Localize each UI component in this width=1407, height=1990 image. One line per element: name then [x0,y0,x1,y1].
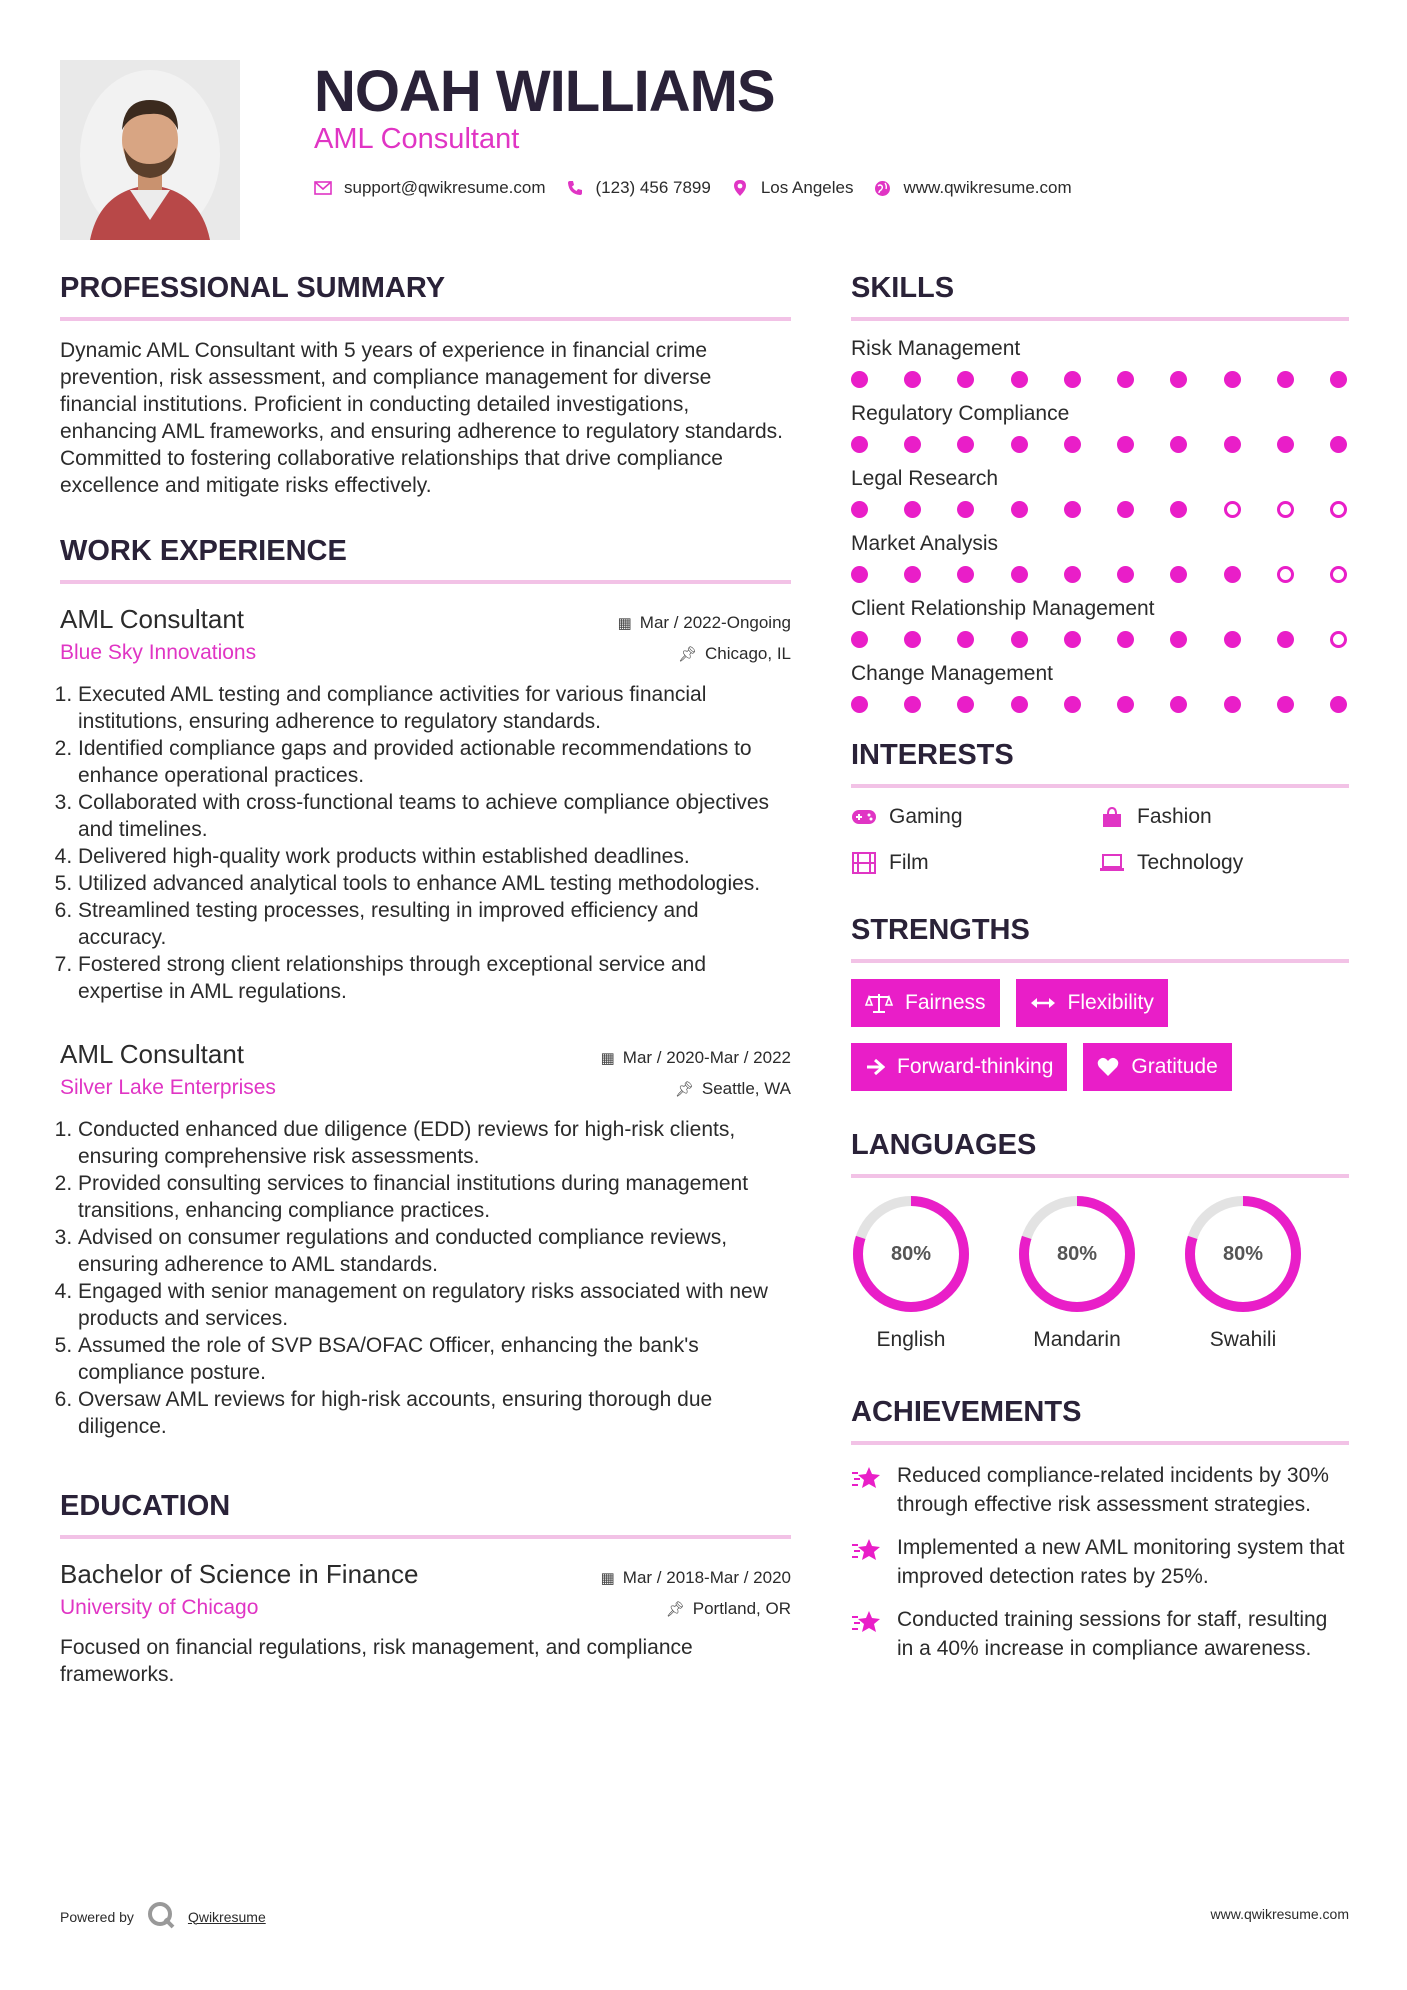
education-text: Focused on financial regulations, risk management, and compliance frameworks. [60,1636,693,1686]
skill-dot-filled [1117,371,1134,388]
summary-heading: PROFESSIONAL SUMMARY [60,272,791,321]
skill-dot-filled [1277,436,1294,453]
skill-dot-filled [957,631,974,648]
summary-section [60,272,791,499]
summary-text: Dynamic AML Consultant with 5 years of experience in financial crime prevention, risk assessment, and compliance management for diverse financial institutions. Proficient in conducting detailed investigations, enhancing AML frameworks, and ensuring adherence to regulatory standards. Committed to fostering collaborative relationships that drive compliance excellence and mitigate risks effectively. [60,339,783,497]
language-percent: 80% [1056,1242,1098,1265]
skill-dot-filled [1117,566,1134,583]
skill-dot-filled [1224,371,1241,388]
skill-dot-filled [904,501,921,518]
interest-label: Gaming [889,805,963,828]
language-ring [1017,1194,1137,1314]
language-percent: 80% [1222,1242,1264,1265]
shooting-star-icon [851,1535,883,1568]
achievement-item [851,1533,1349,1591]
skill-dot-filled [1277,631,1294,648]
skill-dot-empty [1330,566,1347,583]
strengths-list [851,979,1349,1091]
calendar-icon: ▦ [600,1570,615,1587]
strength-chip [851,1043,1067,1091]
heart-icon [1097,1057,1119,1077]
strength-chip [851,979,1000,1027]
job-bullets [60,681,791,1005]
skill-dot-filled [1224,436,1241,453]
skill-dot-filled [1170,501,1187,518]
candidate-role: AML Consultant [314,123,520,155]
bullet-item: 4. Engaged with senior management on regulatory risks associated with new products and services. [78,1278,791,1332]
strength-label: Flexibility [1067,991,1154,1014]
language-item [1183,1194,1303,1352]
school-name: University of Chicago [60,1596,259,1619]
interests-section [851,739,1349,876]
thumbtack-icon: 📌︎ [674,1081,694,1098]
footer-powered-by [60,1900,266,1933]
skill-dot-filled [1011,566,1028,583]
skill-dot-filled [904,696,921,713]
language-item [1017,1194,1137,1352]
contact-website[interactable]: www.qwikresume.com [903,178,1072,197]
shooting-star-icon [851,1607,883,1640]
language-ring [1183,1194,1303,1314]
skill-dot-filled [1170,696,1187,713]
envelope-icon [314,179,332,197]
skill-dot-empty [1330,631,1347,648]
skill-item [851,532,1349,583]
education-section [60,1490,791,1688]
calendar-icon: ▦ [600,1050,615,1067]
skill-dot-filled [1064,436,1081,453]
skill-dot-filled [1011,371,1028,388]
qwikresume-link[interactable]: Qwikresume [187,1908,266,1925]
education-date: Mar / 2018-Mar / 2020 [622,1568,791,1587]
skill-dot-filled [904,371,921,388]
achievement-text: Conducted training sessions for staff, resulting in a 40% increase in compliance awareness. [897,1608,1328,1660]
skill-dot-filled [1117,631,1134,648]
job-location: Chicago, IL [705,644,791,663]
globe-icon [873,179,891,197]
skill-item [851,597,1349,648]
strengths-section [851,914,1349,1091]
bullet-item: 4. Delivered high-quality work products within established deadlines. [78,843,791,870]
arrow-right-icon [865,1058,885,1076]
language-name: Swahili [1209,1328,1277,1351]
skill-item [851,662,1349,713]
skill-dot-filled [851,371,868,388]
skill-dot-filled [1170,566,1187,583]
skill-dot-filled [1224,631,1241,648]
bullet-item: 5. Utilized advanced analytical tools to enhance AML testing methodologies. [78,870,791,897]
laptop-icon [1099,850,1125,876]
job-entry [60,604,791,1005]
job-title: AML Consultant [60,604,245,634]
skill-dot-empty [1330,501,1347,518]
bullet-item: 5. Assumed the role of SVP BSA/OFAC Officer, enhancing the bank's compliance posture. [78,1332,791,1386]
interest-label: Technology [1137,851,1244,874]
skill-dot-filled [1117,501,1134,518]
skill-dot-filled [1064,566,1081,583]
skill-dot-filled [1277,696,1294,713]
bullet-item: 3. Collaborated with cross-functional teams to achieve compliance objectives and timelines. [78,789,791,843]
skill-dot-filled [1011,631,1028,648]
calendar-icon: ▦ [617,615,632,632]
skill-item [851,337,1349,388]
skill-dot-filled [1170,371,1187,388]
skill-dot-filled [1224,696,1241,713]
skill-rating [851,501,1349,518]
balance-scale-icon [865,992,893,1014]
skill-rating [851,566,1349,583]
skill-dot-filled [851,501,868,518]
achievements-section [851,1396,1349,1663]
skill-dot-filled [1117,696,1134,713]
skill-rating [851,436,1349,453]
skill-dot-filled [851,631,868,648]
interest-label: Film [889,851,929,874]
bullet-item: 6. Streamlined testing processes, resulting in improved efficiency and accuracy. [78,897,791,951]
skill-rating [851,696,1349,713]
education-location: Portland, OR [692,1599,791,1618]
skill-dot-filled [1330,436,1347,453]
map-pin-icon [731,179,749,197]
skill-dot-filled [904,436,921,453]
languages-list [851,1194,1349,1352]
skill-dot-filled [1330,696,1347,713]
skill-dot-filled [1117,436,1134,453]
language-ring [851,1194,971,1314]
phone-icon [566,179,584,197]
skill-name: Risk Management [851,337,1021,360]
skill-name: Legal Research [851,467,999,490]
bullet-item: 1. Conducted enhanced due diligence (EDD) reviews for high-risk clients, ensuring comprehensive risk assessments. [78,1116,791,1170]
skill-dot-filled [1170,631,1187,648]
interest-item [851,804,1099,830]
skill-dot-filled [957,566,974,583]
interest-item [1099,804,1349,830]
skill-dot-filled [1064,631,1081,648]
language-percent: 80% [890,1242,932,1265]
profile-photo [60,60,240,240]
job-date: Mar / 2020-Mar / 2022 [622,1048,791,1067]
skill-dot-filled [957,371,974,388]
film-icon [851,850,877,876]
thumbtack-icon: 📌︎ [665,1601,685,1618]
achievement-text: Implemented a new AML monitoring system that improved detection rates by 25%. [897,1536,1345,1588]
achievement-item [851,1605,1349,1663]
job-bullets [60,1116,791,1440]
languages-heading: LANGUAGES [851,1129,1349,1178]
bullet-item: 3. Advised on consumer regulations and conducted compliance reviews, ensuring adherence to AML standards. [78,1224,791,1278]
qwikresume-logo-icon [146,1900,176,1933]
contact-phone[interactable]: (123) 456 7899 [595,178,711,197]
strengths-heading: STRENGTHS [851,914,1349,963]
candidate-name: NOAH WILLIAMS [314,59,775,124]
bullet-item: 2. Provided consulting services to financial institutions during management transitions, enhancing compliance practices. [78,1170,791,1224]
skills-list [851,337,1349,713]
skill-dot-filled [1277,371,1294,388]
right-column [851,272,1349,1677]
footer-website[interactable]: www.qwikresume.com [1210,1906,1349,1922]
job-title: AML Consultant [60,1039,245,1069]
interest-item [851,850,1099,876]
skill-dot-filled [1330,371,1347,388]
language-name: Mandarin [1033,1328,1121,1351]
skills-heading: SKILLS [851,272,1349,321]
job-entry [60,1039,791,1440]
language-name: English [876,1328,946,1351]
contact-bar [314,178,1092,198]
achievement-item [851,1461,1349,1519]
skill-name: Market Analysis [851,532,999,555]
shopping-bag-icon [1099,804,1125,830]
skill-name: Client Relationship Management [851,597,1155,620]
interest-label: Fashion [1137,805,1212,828]
skill-name: Regulatory Compliance [851,402,1070,425]
skill-dot-filled [851,436,868,453]
interests-heading: INTERESTS [851,739,1349,788]
strength-label: Fairness [905,991,986,1014]
job-location: Seattle, WA [701,1079,791,1098]
bullet-item: 2. Identified compliance gaps and provided actionable recommendations to enhance operational practices. [78,735,791,789]
gamepad-icon [851,804,877,830]
skill-dot-filled [957,696,974,713]
bullet-item: 7. Fostered strong client relationships through exceptional service and expertise in AML regulations. [78,951,791,1005]
skill-item [851,467,1349,518]
skill-dot-filled [957,436,974,453]
skill-dot-empty [1224,501,1241,518]
skill-dot-filled [1011,436,1028,453]
strength-label: Gratitude [1131,1055,1218,1078]
achievements-list [851,1461,1349,1663]
contact-email[interactable]: support@qwikresume.com [344,178,546,197]
strength-chip [1083,1043,1231,1091]
achievement-text: Reduced compliance-related incidents by 30% through effective risk assessment strategies. [897,1464,1329,1516]
skill-dot-filled [851,696,868,713]
shooting-star-icon [851,1463,883,1496]
languages-section [851,1129,1349,1352]
powered-by-text: Powered by [60,1908,134,1925]
skill-name: Change Management [851,662,1053,685]
company-name: Blue Sky Innovations [60,641,257,664]
education-heading: EDUCATION [60,1490,791,1539]
experience-section [60,535,791,1440]
achievements-heading: ACHIEVEMENTS [851,1396,1349,1445]
skill-rating [851,371,1349,388]
skill-dot-empty [1277,566,1294,583]
strength-label: Forward-thinking [897,1055,1054,1078]
interest-item [1099,850,1349,876]
skill-dot-filled [904,631,921,648]
interests-grid [851,804,1349,876]
skill-item [851,402,1349,453]
degree-title: Bachelor of Science in Finance [60,1559,419,1589]
skill-dot-filled [1064,501,1081,518]
skill-dot-filled [1064,696,1081,713]
language-item [851,1194,971,1352]
arrows-horizontal-icon [1030,996,1056,1010]
thumbtack-icon: 📌︎ [677,646,697,663]
skill-dot-filled [957,501,974,518]
skill-dot-filled [851,566,868,583]
left-column [60,272,791,1688]
bullet-item: 1. Executed AML testing and compliance activities for various financial institutions, ensuring adherence to regulatory standards. [78,681,791,735]
skill-dot-filled [1170,436,1187,453]
experience-heading: WORK EXPERIENCE [60,535,791,584]
skill-dot-filled [1011,696,1028,713]
skills-section [851,272,1349,713]
strength-chip [1016,979,1168,1027]
skill-dot-filled [1064,371,1081,388]
skill-dot-filled [1011,501,1028,518]
bullet-item: 6. Oversaw AML reviews for high-risk accounts, ensuring thorough due diligence. [78,1386,791,1440]
skill-dot-filled [904,566,921,583]
skill-rating [851,631,1349,648]
contact-location: Los Angeles [760,178,854,197]
skill-dot-filled [1224,566,1241,583]
skill-dot-empty [1277,501,1294,518]
company-name: Silver Lake Enterprises [60,1076,276,1099]
job-date: Mar / 2022-Ongoing [639,613,791,632]
profile-photo-image [60,60,240,240]
